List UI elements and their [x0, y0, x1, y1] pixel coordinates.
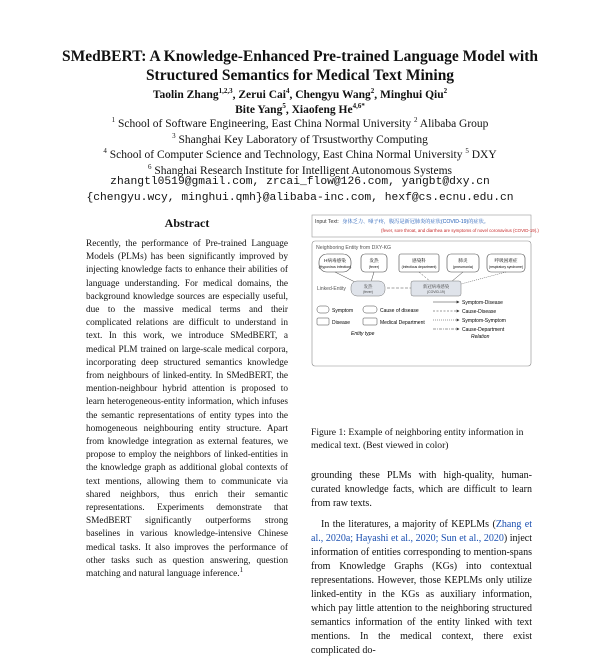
author-name: Taolin Zhang	[152, 89, 219, 101]
svg-text:Entity type: Entity type	[351, 331, 375, 337]
svg-text:呼吸困难症: 呼吸困难症	[494, 258, 518, 263]
affiliation: Shanghai Key Laboratory of Trsustworthy Computing	[178, 133, 428, 146]
figure-1	[311, 214, 539, 419]
svg-text:感染科: 感染科	[412, 258, 426, 263]
svg-text:(Hypovirus infection): (Hypovirus infection)	[318, 265, 352, 269]
paragraph: grounding these PLMs with high-quality, human-curated knowledge facts, which are difficult to learn from raw texts.	[311, 470, 532, 509]
affiliation: Shanghai Research Institute for Intelligent Autonomous Systems	[154, 164, 453, 177]
neighbor-node	[361, 254, 387, 272]
svg-text:Relation: Relation	[471, 334, 490, 340]
abstract-text: Recently, the performance of Pre-trained Language Models (PLMs) has been significantly improved by injecting knowledge facts to enhance their abilities of language understanding. For medical domains, the background knowledge sources are especially useful, due to the massive medical terms and their complicated relations are difficult to understand in text. In this work, we introduce SMedBERT, a medical PLM trained on large-scale medical corpora, incorporating deep structured semantics knowledge from neighbours of linked-entity. In SMedBERT, the mention-neighbour hybrid attention is proposed to learn heterogeneous-entity information, which infuses the semantic representations of entity types into the homogeneous neighbouring entity structure. Apart from knowledge integration as external features, we propose to employ the neighbors of linked-entities in the knowledge graph as additional global contexts of text mentions, allowing them to communicate via shared neighbors, thus enrich their semantic representations. Experiments demonstrate that SMedBERT significantly outperforms strong baselines in various knowledge-intensive Chinese medical tasks. It also improves the performance of other tasks such as question answering, question matching and natural language inference.	[86, 239, 288, 580]
figure-caption	[311, 426, 532, 452]
neighbor-node	[447, 254, 479, 272]
right-column-text	[311, 469, 532, 665]
author-name: Zerui Cai	[238, 89, 286, 101]
svg-text:Medical Department: Medical Department	[380, 320, 425, 326]
svg-text:H病毒感染: H病毒感染	[324, 258, 346, 263]
neighbor-node	[319, 254, 352, 272]
svg-text:(fever): (fever)	[363, 290, 373, 294]
neighbor-node	[487, 254, 525, 272]
figure-diagram	[311, 214, 539, 419]
neighbor-node	[399, 254, 439, 272]
svg-text:(fever): (fever)	[368, 265, 380, 269]
svg-text:发热: 发热	[363, 284, 373, 289]
affiliation: Alibaba Group	[419, 118, 489, 130]
affiliation: DXY	[471, 149, 497, 161]
svg-text:(COVID-19): (COVID-19)	[427, 290, 445, 294]
citation-link[interactable]: Zhang et al., 2020a; Hayashi et al., 2020; Sun et al., 2020	[311, 519, 533, 544]
svg-text:新冠病毒感染: 新冠病毒感染	[422, 284, 450, 289]
linked-entity-node	[351, 281, 385, 296]
affiliation: School of Computer Science and Technology, East China Normal University	[109, 149, 463, 161]
title-line-1: SMedBERT: A Knowledge-Enhanced Pre-trained Language Model with	[62, 48, 538, 65]
caption-text: Example of neighboring entity information in medical text. (Best viewed in color)	[311, 427, 524, 451]
author-name: Chengyu Wang	[295, 89, 371, 101]
svg-text:Symptom-Disease: Symptom-Disease	[462, 300, 503, 306]
panel-label: Neighboring Entity from DXY-KG	[316, 245, 392, 251]
paper-title	[0, 47, 600, 85]
author-emails	[0, 175, 600, 206]
svg-text:Disease: Disease	[332, 320, 351, 326]
linked-entity-node	[411, 281, 461, 296]
svg-text:Cause-Department: Cause-Department	[462, 327, 505, 333]
svg-text:(respiratory syndrome): (respiratory syndrome)	[488, 265, 524, 269]
author-name: Minghui Qiu	[380, 89, 444, 101]
svg-text:Symptom-Symptom: Symptom-Symptom	[462, 318, 506, 324]
svg-text:(pneumonia): (pneumonia)	[452, 265, 474, 269]
abstract-heading: Abstract	[164, 216, 210, 230]
svg-text:(Infectious department): (Infectious department)	[401, 265, 437, 269]
title-line-2: Structured Semantics for Medical Text Mining	[145, 67, 455, 84]
linked-entity-label: Linked-Entity	[317, 286, 346, 292]
input-english: (fever, sore throat, and diarrhea are symptoms of novel coronavirus (COVID-19).)	[381, 228, 539, 233]
input-label: Input Text:	[315, 219, 339, 225]
email-line-1: zhangtl0519@gmail.com, zrcai_flow@126.com, yangbt@dxy.cn	[110, 176, 490, 188]
affiliations: $^1$ School of Software Engineering, East China Normal University $^2$ Alibaba Group $^3$ Shanghai Key Laboratory of Trsustworthy Computing $^4$ School of Computer Science and Technology, East China Normal University $^5$ DXY $^6$ Shanghai Research Institute for Intelligent Autonomous Systems	[103, 116, 497, 177]
svg-text:Symptom: Symptom	[332, 308, 354, 314]
paragraph: In the literatures, a majority of KEPLMs (Zhang et al., 2020a; Hayashi et al., 2020; Sun et al., 2020) inject information of entities corresponding to mention-spans from Knowledge Graphs (KGs) into contextual representations. However, those KEPLMs only utilize linked-entity in the KGs as auxiliary information, which pay little attention to the neighboring structured semantics information of the entity linked with text mentions. In the medical context, there exist complicated do-	[311, 519, 533, 656]
footnote-mark: 1	[239, 565, 244, 574]
affiliation: School of Software Engineering, East China Normal University	[117, 118, 412, 130]
email-line-2: {chengyu.wcy, minghui.qmh}@alibaba-inc.com, hexf@cs.ecnu.edu.cn	[86, 191, 514, 204]
abstract-body	[86, 238, 288, 581]
svg-text:发热: 发热	[369, 258, 379, 263]
author-name: Xiaofeng He	[291, 104, 353, 116]
svg-text:Cause-Disease: Cause-Disease	[462, 309, 497, 315]
svg-text:Cause of disease: Cause of disease	[380, 308, 419, 314]
author-list: Taolin Zhang$^{1,2,3}$, Zerui Cai$^4$, Chengyu Wang$^2$, Minghui Qiu$^2$ Bite Yang$^5$, Xiaofeng $He^{4,6*}$	[152, 87, 448, 116]
caption-label: Figure 1:	[311, 427, 346, 438]
author-name: Bite Yang	[235, 104, 283, 116]
svg-text:肺炎: 肺炎	[458, 258, 468, 263]
input-chinese: 身体乏力、嗓子疼，腹泻是新冠肺炎的症状(COVID-19)的症状。	[342, 219, 489, 225]
